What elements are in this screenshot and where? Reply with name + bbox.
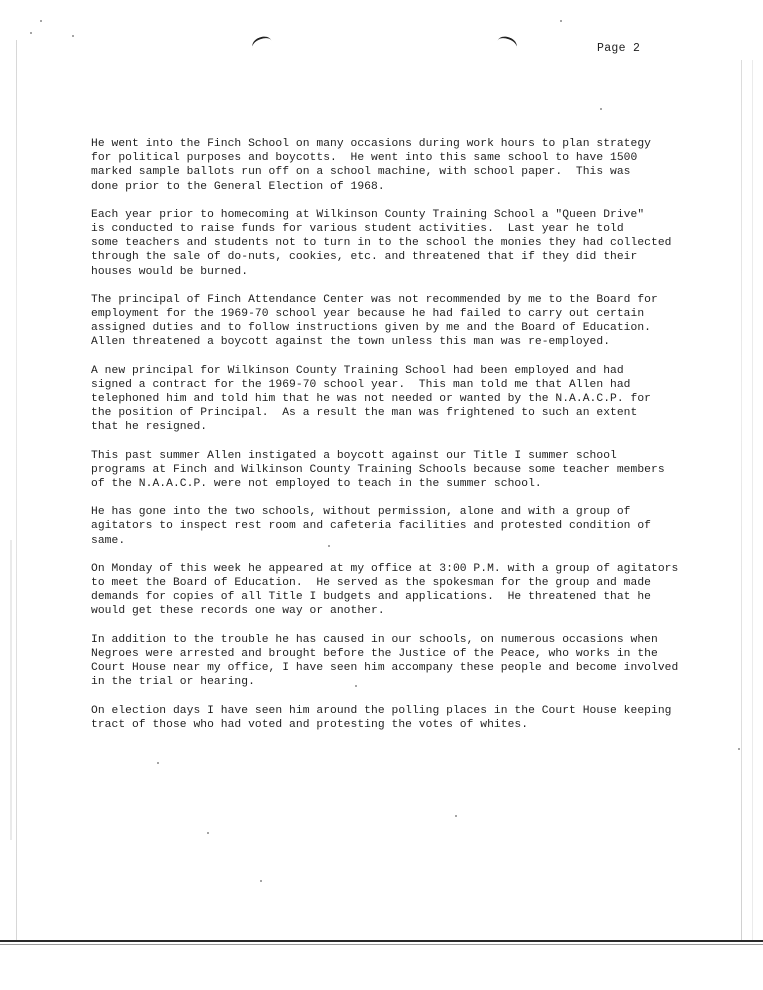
text-line: assigned duties and to follow instructions given by me and the Board of Education. bbox=[91, 322, 651, 335]
scan-edge-right bbox=[741, 60, 742, 940]
text-line: through the sale of do-nuts, cookies, etc. and threatened that if they did their bbox=[91, 251, 638, 264]
scan-speck bbox=[30, 32, 32, 34]
text-line: the position of Principal. As a result the man was frightened to such an extent bbox=[91, 407, 638, 420]
paragraph-summer-boycott bbox=[91, 449, 721, 492]
text-line: The principal of Finch Attendance Center was not recommended by me to the Board for bbox=[91, 293, 658, 306]
paragraph-inspection bbox=[91, 505, 721, 548]
scan-speck bbox=[560, 20, 562, 22]
scan-speck bbox=[738, 748, 740, 750]
text-line: is conducted to raise funds for various student activities. Last year he told bbox=[91, 223, 624, 236]
paragraph-election-days bbox=[91, 704, 721, 732]
text-line: Each year prior to homecoming at Wilkinson County Training School a "Queen Drive" bbox=[91, 208, 645, 221]
punch-mark-right bbox=[495, 34, 519, 54]
text-line: programs at Finch and Wilkinson County Training Schools because some teacher members bbox=[91, 463, 665, 476]
scan-edge-right-shadow bbox=[752, 60, 753, 940]
text-line: Allen threatened a boycott against the town unless this man was re-employed. bbox=[91, 336, 611, 349]
text-line: Negroes were arrested and brought before the Justice of the Peace, who works in the bbox=[91, 647, 658, 660]
paragraph-principal-finch bbox=[91, 293, 721, 350]
text-line: tract of those who had voted and protesting the votes of whites. bbox=[91, 718, 529, 731]
text-line: signed a contract for the 1969-70 school year. This man told me that Allen had bbox=[91, 378, 631, 391]
text-line: Court House near my office, I have seen him accompany these people and become involved bbox=[91, 662, 679, 675]
scan-speck bbox=[40, 20, 42, 22]
punch-mark-left bbox=[250, 34, 274, 54]
scan-speck bbox=[157, 762, 159, 764]
text-line: He has gone into the two schools, without permission, alone and with a group of bbox=[91, 506, 631, 519]
text-line: A new principal for Wilkinson County Training School had been employed and had bbox=[91, 364, 624, 377]
scan-speck bbox=[600, 108, 602, 110]
paragraph-queen-drive bbox=[91, 208, 721, 279]
text-line: employment for the 1969-70 school year because he had failed to carry out certain bbox=[91, 308, 645, 321]
text-line: to meet the Board of Education. He served as the spokesman for the group and made bbox=[91, 577, 651, 590]
scan-speck bbox=[72, 35, 74, 37]
page-number: Page 2 bbox=[597, 42, 641, 55]
text-line: done prior to the General Election of 1968. bbox=[91, 180, 385, 193]
text-line: in the trial or hearing. bbox=[91, 676, 255, 689]
letter-body bbox=[91, 137, 721, 746]
scan-speck bbox=[207, 832, 209, 834]
text-line: On election days I have seen him around the polling places in the Court House keeping bbox=[91, 704, 672, 717]
text-line: agitators to inspect rest room and cafeteria facilities and protested condition of bbox=[91, 520, 651, 533]
scan-edge-left bbox=[16, 40, 17, 940]
paragraph-new-principal bbox=[91, 364, 721, 435]
scan-bottom-edge bbox=[0, 940, 763, 942]
scan-speck bbox=[260, 880, 262, 882]
text-line: In addition to the trouble he has caused in our schools, on numerous occasions when bbox=[91, 633, 658, 646]
paragraph-finch-school bbox=[91, 137, 721, 194]
scan-edge-left-shadow bbox=[10, 540, 12, 840]
text-line: marked sample ballots run off on a school machine, with school paper. This was bbox=[91, 166, 631, 179]
text-line: houses would be burned. bbox=[91, 265, 249, 278]
text-line: some teachers and students not to turn in to the school the monies they had collected bbox=[91, 237, 672, 250]
text-line: would get these records one way or another. bbox=[91, 605, 385, 618]
text-line: telephoned him and told him that he was not needed or wanted by the N.A.A.C.P. for bbox=[91, 393, 651, 406]
text-line: for political purposes and boycotts. He went into this same school to have 1500 bbox=[91, 152, 638, 165]
text-line: He went into the Finch School on many occasions during work hours to plan strategy bbox=[91, 138, 651, 150]
text-line: demands for copies of all Title I budgets and applications. He threatened that he bbox=[91, 591, 651, 604]
paragraph-board-demands bbox=[91, 562, 721, 619]
paragraph-court-house bbox=[91, 633, 721, 690]
scan-speck bbox=[455, 815, 457, 817]
scan-bottom-edge-shadow bbox=[0, 944, 763, 945]
text-line: This past summer Allen instigated a boycott against our Title I summer school bbox=[91, 449, 617, 462]
text-line: that he resigned. bbox=[91, 421, 208, 434]
text-line: of the N.A.A.C.P. were not employed to teach in the summer school. bbox=[91, 478, 542, 491]
text-line: On Monday of this week he appeared at my office at 3:00 P.M. with a group of agitators bbox=[91, 562, 679, 575]
text-line: same. bbox=[91, 534, 126, 547]
